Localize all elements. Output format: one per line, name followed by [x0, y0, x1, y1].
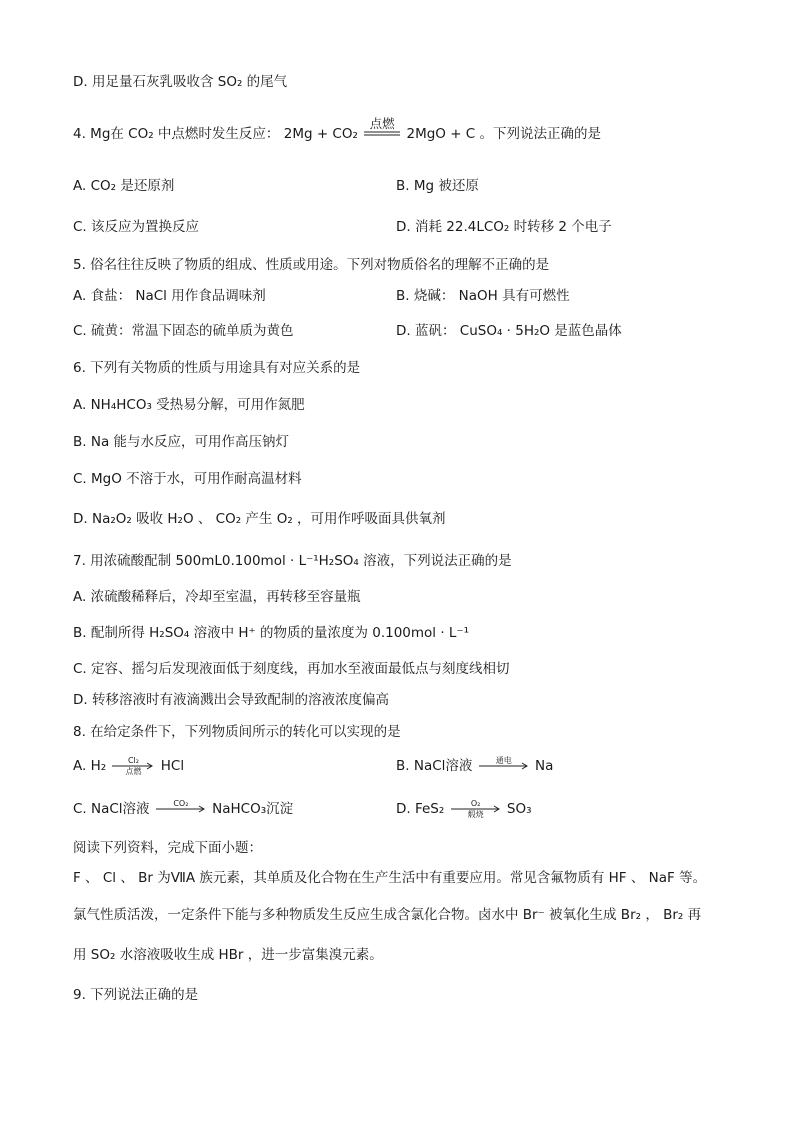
arrow-icon — [479, 756, 529, 771]
question-9: 9. 下列说法正确的是 — [73, 987, 199, 1003]
material-line-2: 氯气性质活泼，一定条件下能与多种物质发生反应生成含氯化合物。卤水中 Br⁻ 被氧化生成 Br₂ ， Br₂ 再 — [73, 907, 702, 923]
question-4 — [73, 116, 602, 144]
reaction-arrow — [364, 116, 400, 138]
option-4d: D. 消耗 22.4LCO₂ 时转移 2 个电子 — [396, 219, 612, 235]
question-8: 8. 在给定条件下，下列物质间所示的转化可以实现的是 — [73, 724, 401, 740]
option-8b — [396, 756, 553, 776]
arrow-top-label: 通电 — [495, 756, 512, 765]
reading-instruction: 阅读下列资料，完成下面小题： — [73, 840, 262, 856]
option-5a: A. 食盐： NaCl 用作食品调味剂 — [73, 288, 266, 304]
arrow-top-label: O₂ — [470, 799, 481, 808]
reaction-condition: 点燃 — [369, 116, 395, 131]
option-4c: C. 该反应为置换反应 — [73, 219, 200, 235]
option-7c: C. 定容、摇匀后发现液面低于刻度线，再加水至液面最低点与刻度线相切 — [73, 661, 510, 677]
material-line-3: 用 SO₂ 水溶液吸收生成 HBr ，进一步富集溴元素。 — [73, 947, 383, 963]
option-4a: A. CO₂ 是还原剂 — [73, 178, 175, 194]
option-8c-reactant: C. NaCl溶液 — [73, 801, 150, 817]
option-5c: C. 硫黄：常温下固态的硫单质为黄色 — [73, 323, 294, 339]
option-5b: B. 烧碱： NaOH 具有可燃性 — [396, 288, 570, 304]
arrow-icon — [156, 799, 206, 814]
option-8a-reactant: A. H₂ — [73, 758, 107, 774]
option-5d: D. 蓝矾： CuSO₄ · 5H₂O 是蓝色晶体 — [396, 323, 622, 339]
arrow-top-label: Cl₂ — [127, 756, 139, 765]
option-8a-product: HCl — [160, 758, 185, 774]
option-8c — [73, 799, 293, 819]
question-4-stem: 4. Mg在 CO₂ 中点燃时发生反应： 2Mg + CO₂ — [73, 126, 358, 142]
option-8b-reactant: B. NaCl溶液 — [396, 758, 473, 774]
option-8d — [396, 799, 532, 819]
arrow-top-label: CO₂ — [173, 799, 189, 808]
option-7a: A. 浓硫酸稀释后，冷却至室温，再转移至容量瓶 — [73, 589, 361, 605]
option-4b: B. Mg 被还原 — [396, 178, 479, 194]
question-4-tail: 2MgO + C 。下列说法正确的是 — [406, 126, 602, 142]
material-line-1: F 、 Cl 、 Br 为ⅦA 族元素，其单质及化合物在生产生活中有重要应用。常见含氟物质有 HF 、 NaF 等。 — [73, 870, 707, 886]
option-6c: C. MgO 不溶于水，可用作耐高温材料 — [73, 471, 302, 487]
option-7d: D. 转移溶液时有液滴溅出会导致配制的溶液浓度偏高 — [73, 692, 389, 708]
option-6b: B. Na 能与水反应，可用作高压钠灯 — [73, 434, 290, 450]
arrow-bottom-label: 点燃 — [125, 767, 142, 776]
option-6d: D. Na₂O₂ 吸收 H₂O 、 CO₂ 产生 O₂ ，可用作呼吸面具供氧剂 — [73, 511, 446, 527]
question-7: 7. 用浓硫酸配制 500mL0.100mol · L⁻¹H₂SO₄ 溶液，下列说法正确的是 — [73, 553, 512, 569]
option-6a: A. NH₄HCO₃ 受热易分解，可用作氮肥 — [73, 397, 305, 413]
question-5: 5. 俗名往往反映了物质的组成、性质或用途。下列对物质俗名的理解不正确的是 — [73, 257, 550, 273]
option-8d-product: SO₃ — [506, 801, 532, 817]
option-7b: B. 配制所得 H₂SO₄ 溶液中 H⁺ 的物质的量浓度为 0.100mol · L⁻¹ — [73, 625, 469, 641]
arrow-bottom-label: 煅烧 — [467, 810, 484, 819]
question-6: 6. 下列有关物质的性质与用途具有对应关系的是 — [73, 360, 361, 376]
arrow-icon — [451, 799, 501, 819]
option-8c-product: NaHCO₃沉淀 — [212, 801, 294, 817]
arrow-icon — [112, 756, 154, 776]
option-8b-product: Na — [535, 758, 554, 774]
option-3d: D. 用足量石灰乳吸收含 SO₂ 的尾气 — [73, 74, 288, 90]
option-8d-reactant: D. FeS₂ — [396, 801, 445, 817]
option-8a — [73, 756, 184, 776]
